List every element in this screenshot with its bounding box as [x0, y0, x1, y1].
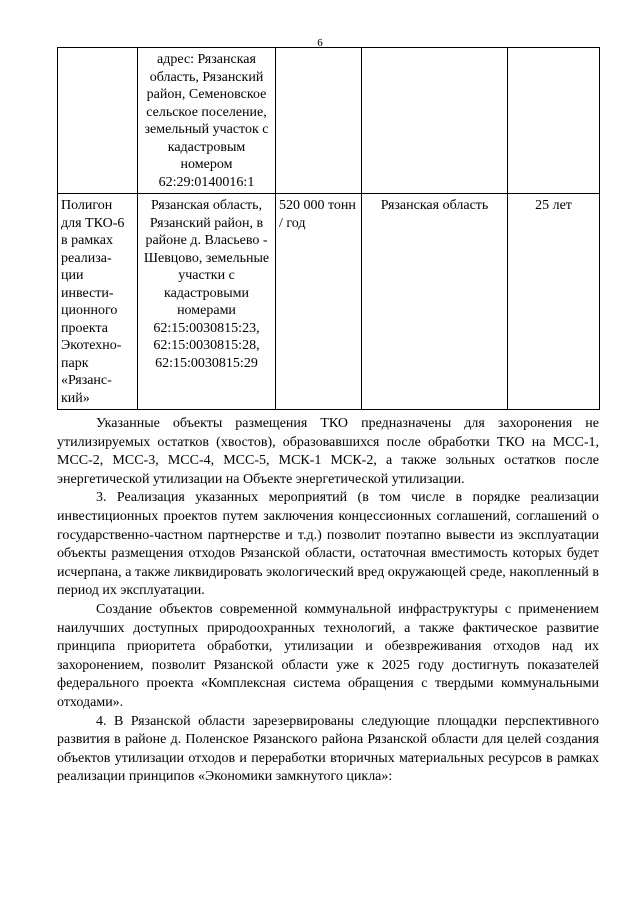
- facility-region-cell: Рязанская область: [362, 194, 508, 410]
- paragraph-infrastructure: Создание объектов современной коммунальной инфраструктуры с применением наилучших доступных природоохранных технологий, а также фактическое развитие принципа приоритета обработки, утилизации и обезвреживания отходов над их захоронением, позволит Рязанской области уже к 2025 году достигнуть показателей федерального проекта «Комплексная система обращения с твердыми коммунальными отходами».: [57, 601, 599, 710]
- facility-name-cell: Полигон для ТКО-6 в рамках реализа-ции инвести-ционного проекта Экотехно-парк «Рязанс-кий»: [58, 194, 138, 410]
- facilities-table: [57, 47, 600, 410]
- facility-name-cell: [58, 48, 138, 194]
- table-row: [58, 194, 600, 410]
- table-row: [58, 48, 600, 194]
- facility-address-cell: Рязанская область, Рязанский район, в районе д. Власьево - Шевцово, земельные участки с кадастровыми номерами 62:15:0030815:23, 62:15:0030815:28, 62:15:0030815:29: [138, 194, 276, 410]
- document-body: [57, 415, 599, 787]
- paragraph-landfill-purpose: Указанные объекты размещения ТКО предназначены для захоронения не утилизируемых остатков (хвостов), образовавшихся после обработки ТКО на МСС-1, МСС-2, МСС-3, МСС-4, МСС-5, МСК-1 МСК-2, а также зольных остатков после энергетической утилизации на Объекте энергетической утилизации.: [57, 416, 599, 487]
- page-number: 6: [317, 37, 323, 49]
- facility-region-cell: [362, 48, 508, 194]
- facility-term-cell: 25 лет: [508, 194, 600, 410]
- paragraph-item-4: 4. В Рязанской области зарезервированы следующие площадки перспективного развития в районе д. Поленское Рязанского района Рязанской области для целей создания объектов утилизации отходов и переработки вторичных материальных ресурсов в рамках реализации принципов «Экономики замкнутого цикла»:: [57, 713, 599, 785]
- facility-capacity-cell: [276, 48, 362, 194]
- facility-address-cell: адрес: Рязанская область, Рязанский район, Семеновское сельское поселение, земельный участок с кадастровым номером 62:29:0140016:1: [138, 48, 276, 194]
- facility-term-cell: [508, 48, 600, 194]
- paragraph-item-3: 3. Реализация указанных мероприятий (в том числе в порядке реализации инвестиционных проектов путем заключения концессионных соглашений, соглашений о государственно-частном партнерстве и т.д.) позволит поэтапно вывести из эксплуатации объекты размещения отходов Рязанской области, остаточная вместимость которых будет исчерпана, а также ликвидировать экологический вред окружающей среде, накопленный в период их эксплуатации.: [57, 490, 599, 599]
- facility-capacity-cell: 520 000 тонн / год: [276, 194, 362, 410]
